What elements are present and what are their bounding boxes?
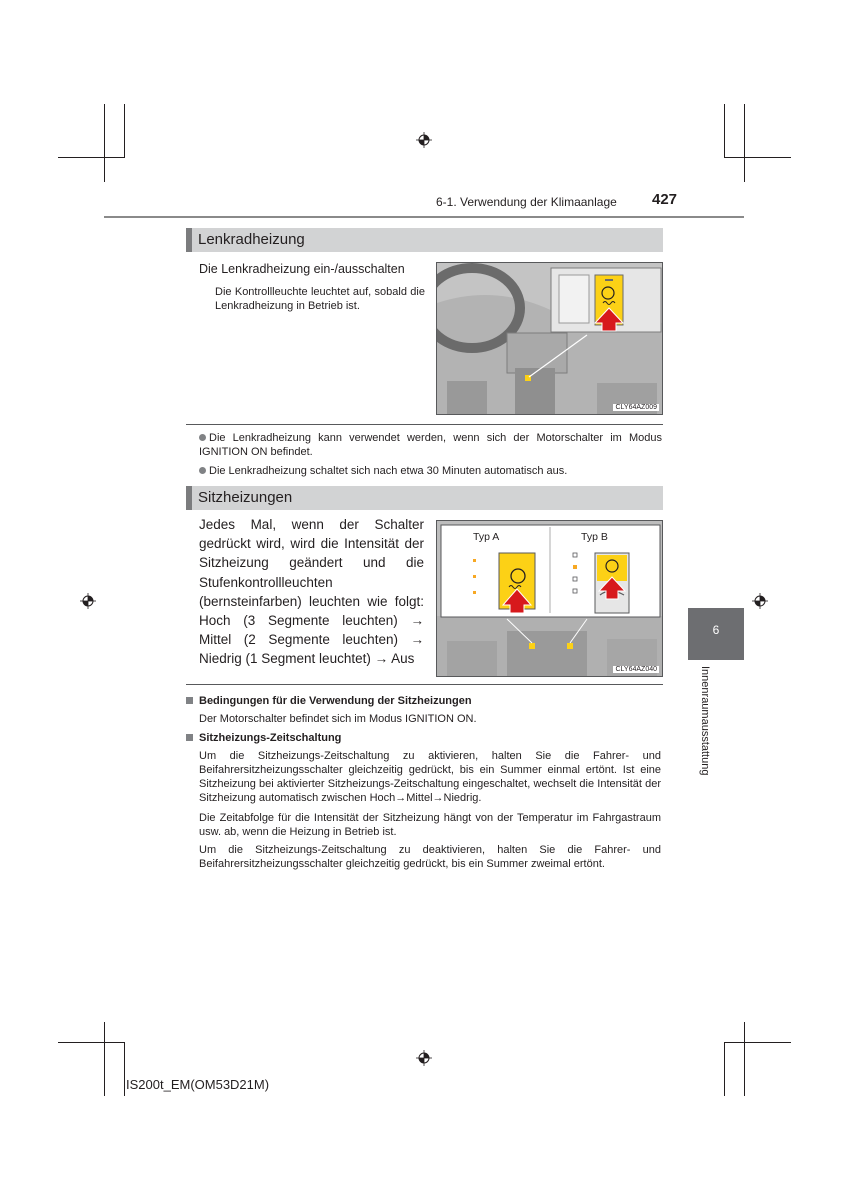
crop-mark xyxy=(724,104,725,158)
square-bullet-icon xyxy=(186,697,193,704)
registration-mark-icon xyxy=(80,593,96,609)
lenkrad-intro: Die Lenkradheizung ein-/ausschalten xyxy=(199,262,405,276)
image-code: CLY64AZ009 xyxy=(615,404,657,411)
lenkrad-bullet-1 xyxy=(199,431,662,459)
crop-mark xyxy=(58,1042,125,1043)
crop-mark xyxy=(104,1022,105,1096)
seat-heater-illustration xyxy=(436,520,663,677)
crop-mark xyxy=(124,1042,125,1096)
chapter-label xyxy=(697,666,711,786)
square-bullet-icon xyxy=(186,734,193,741)
running-header-title: 6-1. Verwendung der Klimaanlage xyxy=(436,195,617,209)
page-number: 427 xyxy=(652,191,678,208)
header-rule xyxy=(104,216,744,218)
bullet-icon xyxy=(199,467,206,474)
bullet-text: Die Lenkradheizung kann verwendet werden, wenn sich der Motorschalter im Modus IGNITION ON befindet. xyxy=(199,432,662,458)
registration-mark-icon xyxy=(752,593,768,609)
conditions-title-text: Bedingungen für die Verwendung der Sitzheizungen xyxy=(199,695,472,707)
footer-code: IS200t_EM(OM53D21M) xyxy=(126,1077,270,1092)
section-divider xyxy=(186,424,663,425)
timer-paragraph-1: Um die Sitzheizungs-Zeitschaltung zu aktivieren, halten Sie die Fahrer- und Beifahrersitzheizungsschalter gleichzeitig gedrückt, bis ein Summer einmal ertönt. Ist eine Sitzheizung bei aktivierter Sitzheizungs-Zeitschaltung eingeschaltet, wechselt die Intensität der Sitzheizung automatisch zwischen Hoch→Mittel→Niedrig. xyxy=(199,750,661,804)
timer-title xyxy=(186,731,341,745)
crop-mark xyxy=(58,157,125,158)
chapter-tab: 6 xyxy=(688,608,744,660)
timer-paragraph-2: Die Zeitabfolge für die Intensität der Sitzheizung hängt von der Temperatur im Fahrgastraum usw. ab, wenn die Heizung in Betrieb ist. xyxy=(199,812,661,838)
bullet-icon xyxy=(199,434,206,441)
sitz-body: Jedes Mal, wenn der Schalter gedrückt wird, wird die Intensität der Sitzheizung geändert und die Stufenkontrollleuchten (bernsteinfarben) leuchten wie folgt: Hoch (3 Segmente leuchten) → Mittel (2 Segmente leuchten) → Niedrig (1 Segment leuchtet) → Aus xyxy=(199,517,424,667)
lenkrad-bullet-2 xyxy=(199,464,662,478)
registration-mark-icon xyxy=(416,1050,432,1066)
dashboard-drawing xyxy=(437,263,663,415)
seat-heater-drawing xyxy=(437,521,663,677)
image-code: CLY64AZ040 xyxy=(615,666,657,673)
type-b-label: Typ B xyxy=(581,531,608,543)
crop-mark xyxy=(724,157,791,158)
section-divider xyxy=(186,684,663,685)
timer-paragraph-3: Um die Sitzheizungs-Zeitschaltung zu deaktivieren, halten Sie die Fahrer- und Beifahrersitzheizungsschalter gleichzeitig gedrückt, bis ein Summer zweimal ertönt. xyxy=(199,844,661,870)
registration-mark-icon xyxy=(416,132,432,148)
conditions-text: Der Motorschalter befindet sich im Modus IGNITION ON. xyxy=(199,713,477,725)
conditions-title xyxy=(186,694,472,708)
crop-mark xyxy=(744,104,745,182)
crop-mark xyxy=(724,1042,791,1043)
crop-mark xyxy=(124,104,125,158)
lenkrad-note: Die Kontrollleuchte leuchtet auf, sobald die Lenkradheizung in Betrieb ist. xyxy=(215,286,425,312)
section-heading-lenkradheizung: Lenkradheizung xyxy=(186,228,663,252)
steering-heater-illustration xyxy=(436,262,663,415)
section-heading-sitzheizungen: Sitzheizungen xyxy=(186,486,663,510)
crop-mark xyxy=(724,1042,725,1096)
bullet-text: Die Lenkradheizung schaltet sich nach etwa 30 Minuten automatisch aus. xyxy=(209,465,568,477)
type-a-label: Typ A xyxy=(473,531,500,543)
crop-mark xyxy=(744,1022,745,1096)
timer-title-text: Sitzheizungs-Zeitschaltung xyxy=(199,732,342,744)
crop-mark xyxy=(104,104,105,182)
chapter-label-text: Innenraumausstattung xyxy=(699,666,711,776)
